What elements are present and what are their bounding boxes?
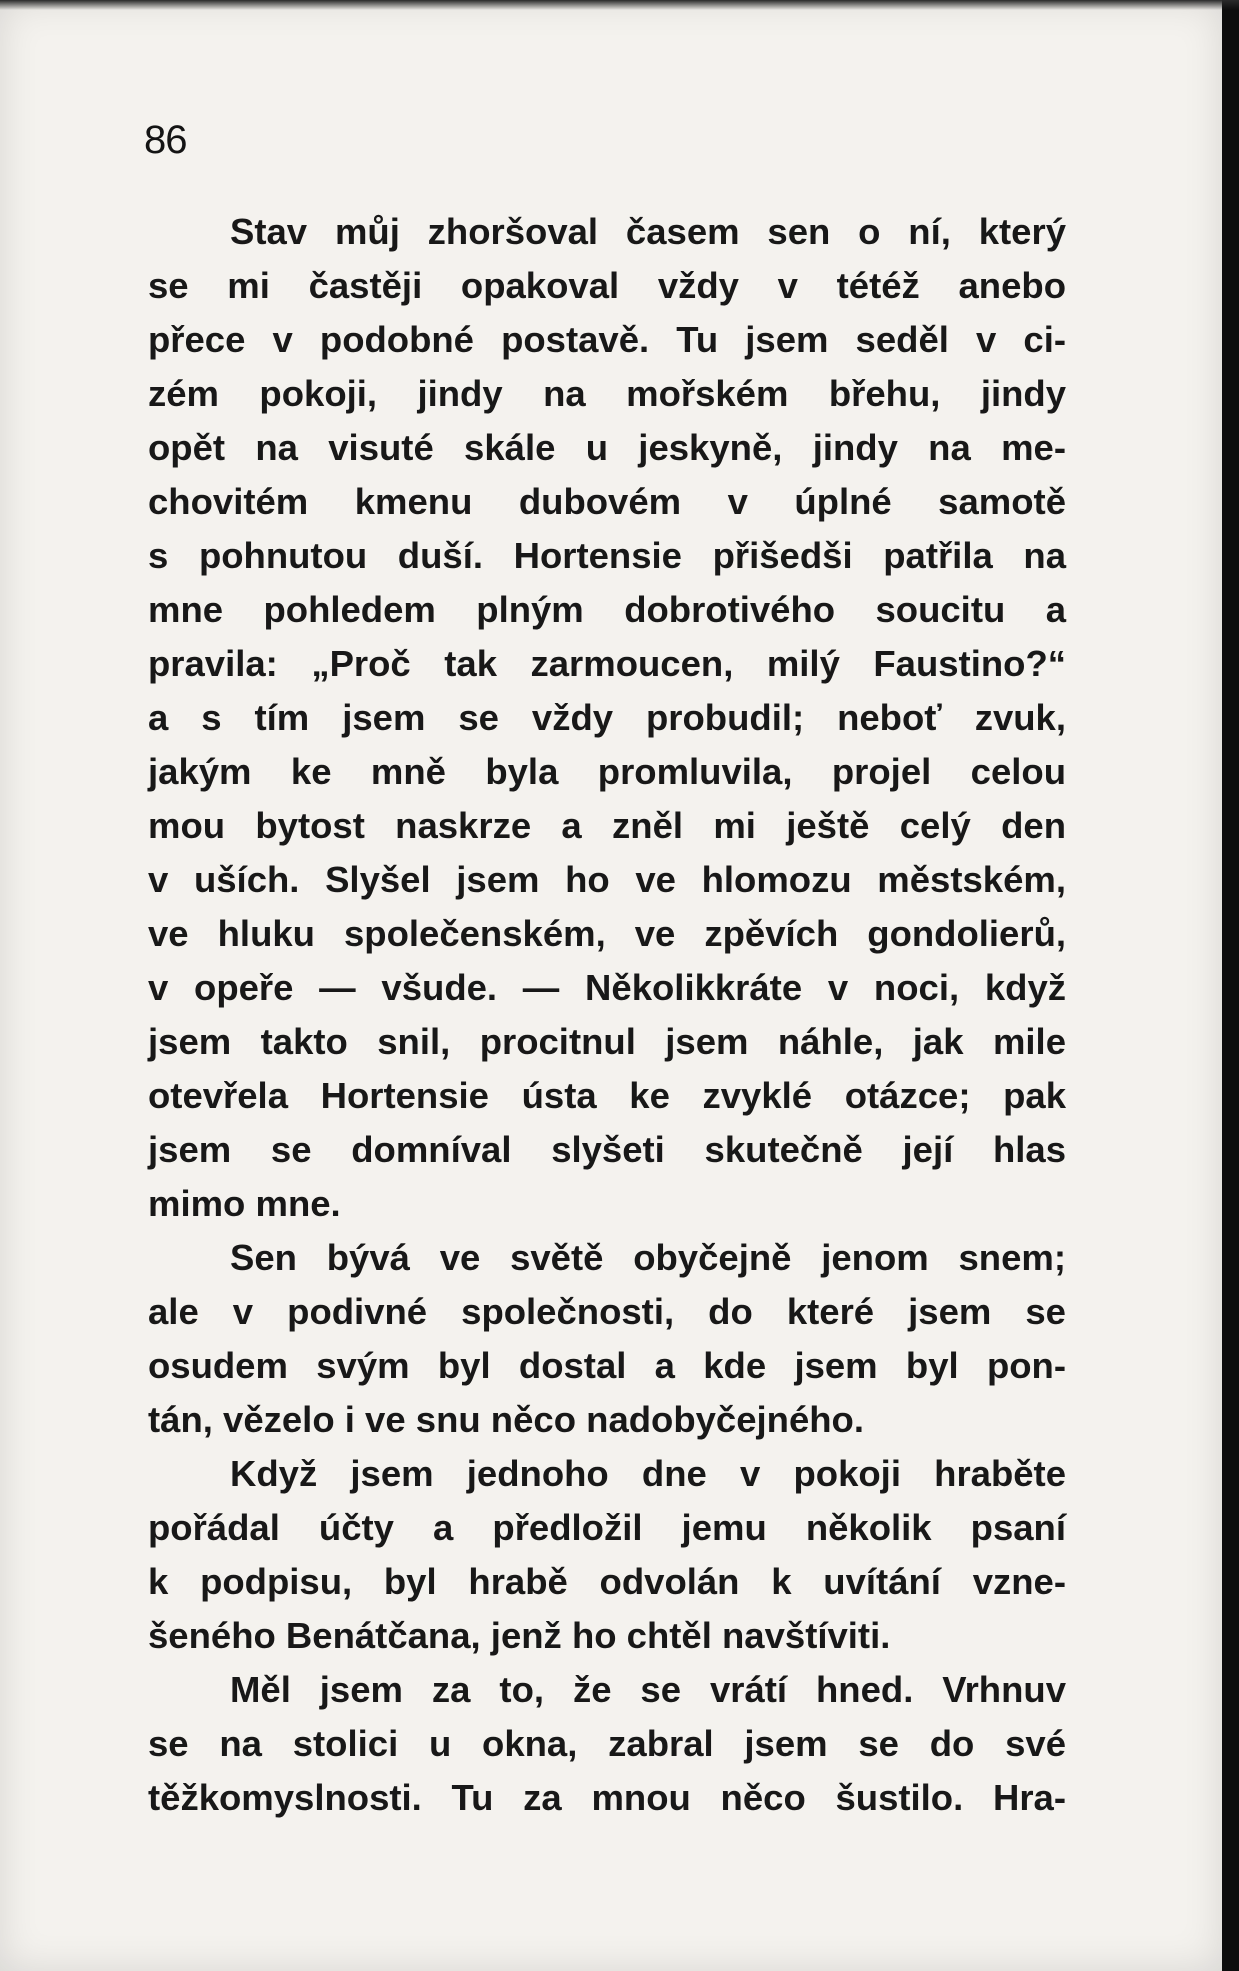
text-line: Sen bývá ve světě obyčejně jenom snem; bbox=[230, 1237, 1066, 1278]
text-line: otevřela Hortensie ústa ke zvyklé otázce; pak bbox=[148, 1075, 1066, 1116]
text-line: Měl jsem za to, že se vrátí hned. Vrhnuv bbox=[230, 1669, 1066, 1710]
text-line: k podpisu, byl hrabě odvolán k uvítání vzne- bbox=[148, 1561, 1066, 1602]
text-line: jsem takto snil, procitnul jsem náhle, jak mile bbox=[148, 1021, 1066, 1062]
text-line: šeného Benátčana, jenž ho chtěl navštíviti. bbox=[148, 1615, 891, 1656]
text-line: pořádal účty a předložil jemu několik psaní bbox=[148, 1507, 1066, 1548]
text-line: s pohnutou duší. Hortensie přišedši patřila na bbox=[148, 535, 1066, 576]
text-line: mimo mne. bbox=[148, 1183, 341, 1224]
paragraph bbox=[148, 1231, 1066, 1447]
text-line: ve hluku společenském, ve zpěvích gondolierů, bbox=[148, 913, 1066, 954]
text-line: Když jsem jednoho dne v pokoji hraběte bbox=[230, 1453, 1066, 1494]
text-line: tán, vězelo i ve snu něco nadobyčejného. bbox=[148, 1399, 864, 1440]
top-edge-shadow bbox=[0, 0, 1239, 10]
text-line: chovitém kmenu dubovém v úplné samotě bbox=[148, 481, 1066, 522]
text-line: osudem svým byl dostal a kde jsem byl pon- bbox=[148, 1345, 1066, 1386]
text-line: jakým ke mně byla promluvila, projel celou bbox=[148, 751, 1066, 792]
text-line: těžkomyslnosti. Tu za mnou něco šustilo. Hra- bbox=[148, 1777, 1066, 1818]
paragraph bbox=[148, 1663, 1066, 1825]
text-line: jsem se domníval slyšeti skutečně její hlas bbox=[148, 1129, 1066, 1170]
text-line: ale v podivné společnosti, do které jsem se bbox=[148, 1291, 1066, 1332]
text-line: mne pohledem plným dobrotivého soucitu a bbox=[148, 589, 1066, 630]
text-line: v uších. Slyšel jsem ho ve hlomozu městském, bbox=[148, 859, 1066, 900]
text-line: zém pokoji, jindy na mořském břehu, jindy bbox=[148, 373, 1066, 414]
page-edge-shadow bbox=[1222, 0, 1239, 1971]
page-number: 86 bbox=[144, 118, 187, 162]
text-line: Stav můj zhoršoval časem sen o ní, který bbox=[230, 211, 1066, 252]
text-line: přece v podobné postavě. Tu jsem seděl v ci- bbox=[148, 319, 1066, 360]
paragraph bbox=[148, 205, 1066, 1231]
body-text bbox=[148, 205, 1066, 1825]
text-line: opět na visuté skále u jeskyně, jindy na me- bbox=[148, 427, 1066, 468]
text-line: a s tím jsem se vždy probudil; neboť zvuk, bbox=[148, 697, 1066, 738]
text-line: pravila: „Proč tak zarmoucen, milý Faustino?“ bbox=[148, 643, 1066, 684]
paragraph bbox=[148, 1447, 1066, 1663]
text-line: se na stolici u okna, zabral jsem se do své bbox=[148, 1723, 1066, 1764]
text-line: mou bytost naskrze a zněl mi ještě celý den bbox=[148, 805, 1066, 846]
text-line: se mi častěji opakoval vždy v tétéž anebo bbox=[148, 265, 1066, 306]
text-line: v opeře — všude. — Několikkráte v noci, když bbox=[148, 967, 1066, 1008]
